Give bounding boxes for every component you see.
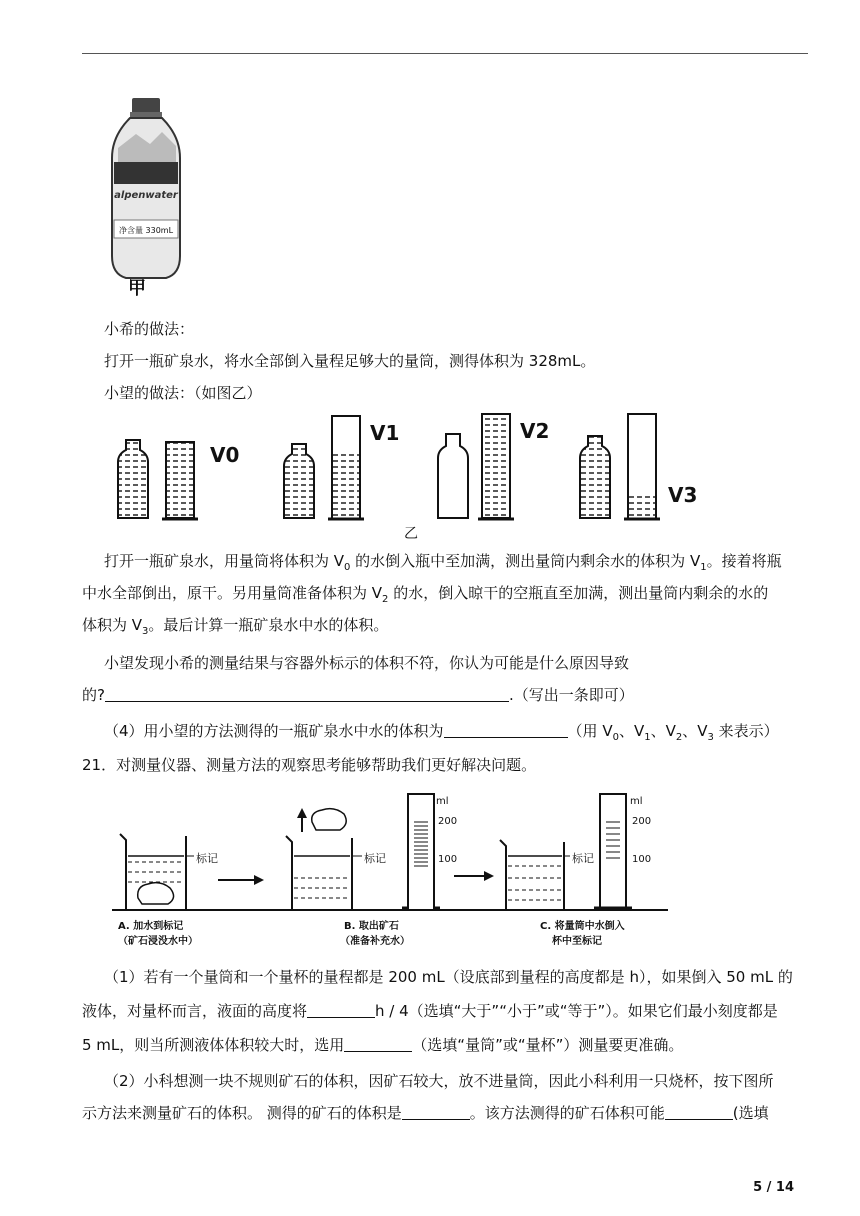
step-c-caption-2: 杯中至标记: [552, 936, 602, 947]
page-number: 5 / 14: [753, 1180, 794, 1195]
para-question-4: （4）用小望的方法测得的一瓶矿泉水中水的体积为 （用 $V_0$、$V_1$、$V_2$、$V_3$ 来表示）: [104, 722, 779, 743]
step-a-caption-1: A. 加水到标记: [118, 921, 184, 932]
bottle-volume-label: 净含量 330mL: [118, 226, 174, 235]
unit-label-2: ml: [630, 796, 643, 807]
answer-blank-bias[interactable]: [665, 1103, 733, 1120]
step-a-caption-2: （矿石浸没水中）: [118, 936, 198, 947]
answer-blank-volume[interactable]: [444, 721, 568, 738]
step-b-caption-1: B. 取出矿石: [344, 921, 399, 932]
para-q21-1-line1: （1）若有一个量筒和一个量杯的量程都是 200 mL（设底部到量程的高度都是 h），如果倒入 50 mL 的: [104, 968, 793, 986]
mark-label-b: 标记: [364, 852, 386, 865]
question-21-title: 21．对测量仪器、测量方法的观察思考能够帮助我们更好解决问题。: [82, 756, 537, 774]
para-question-reason: 小望发现小希的测量结果与容器外标示的体积不符，你认为可能是什么原因导致: [104, 654, 630, 672]
tick-100-1: 100: [438, 854, 458, 865]
tick-200-1: 200: [438, 816, 458, 827]
label-v0: V0: [210, 443, 240, 467]
bottle-figure-jia: [106, 96, 186, 298]
para-q21-1-line2: 液体，对量杯而言，液面的高度将 h / 4（选填“大于”“小于”或“等于”）。如果它们最小刻度都是: [82, 1002, 778, 1020]
step-c-caption-1: C. 将量筒中水倒入: [540, 921, 625, 932]
para-xiaowang-method-2: 中水全部倒出，原干。另用量筒准备体积为 $V_2$ 的水，倒入晾干的空瓶直至加满，测出量筒内剩余的水的: [82, 584, 769, 605]
para-q21-1-line3: 5 mL，则当所测液体体积较大时，选用 （选填“量筒”或“量杯”）测量要更准确。: [82, 1036, 684, 1054]
tick-200-2: 200: [632, 816, 652, 827]
figure-caption-jia: 甲: [128, 278, 146, 298]
para-q21-2-line1: （2）小科想测一块不规则矿石的体积，因矿石较大，放不进量筒，因此小科利用一只烧杯，按下图所: [104, 1072, 774, 1090]
mark-label-c: 标记: [572, 852, 594, 865]
label-v1: V1: [370, 421, 400, 445]
para-xiaoxi-heading: 小希的做法：: [104, 320, 195, 338]
answer-blank-instrument[interactable]: [344, 1035, 412, 1052]
step-b-caption-2: （准备补充水）: [340, 936, 410, 947]
mark-label-a: 标记: [196, 852, 218, 865]
answer-blank-height[interactable]: [307, 1001, 375, 1018]
para-xiaowang-method-1: 打开一瓶矿泉水，用量筒将体积为 $V_0$ 的水倒入瓶中至加满，测出量筒内剩余水的体积为 $V_1$。接着将瓶: [104, 552, 782, 573]
tick-100-2: 100: [632, 854, 652, 865]
para-xiaowang-method-3: 体积为 $V_3$。最后计算一瓶矿泉水中水的体积。: [82, 616, 389, 637]
para-xiaowang-heading: 小望的做法：（如图乙）: [104, 384, 262, 402]
answer-blank-ore-volume[interactable]: [402, 1103, 470, 1120]
answer-blank-reason[interactable]: [105, 685, 509, 702]
unit-label-1: ml: [436, 796, 449, 807]
label-v2: V2: [520, 419, 550, 443]
para-question-reason-2: 的? .（写出一条即可）: [82, 686, 634, 704]
para-xiaoxi-method: 打开一瓶矿泉水，将水全部倒入量程足够大的量筒，测得体积为 328mL。: [104, 352, 596, 370]
figure-caption-yi: 乙: [404, 526, 418, 540]
bottle-brand: alpenwater: [114, 190, 178, 201]
para-q21-2-line2: 示方法来测量矿石的体积。 测得的矿石的体积是 。该方法测得的矿石体积可能 (选填: [82, 1104, 769, 1122]
label-v3: V3: [668, 483, 698, 507]
header-rule: [82, 53, 808, 54]
cylinder-figure-yi: [100, 410, 710, 540]
ore-measurement-figure: [112, 786, 668, 956]
